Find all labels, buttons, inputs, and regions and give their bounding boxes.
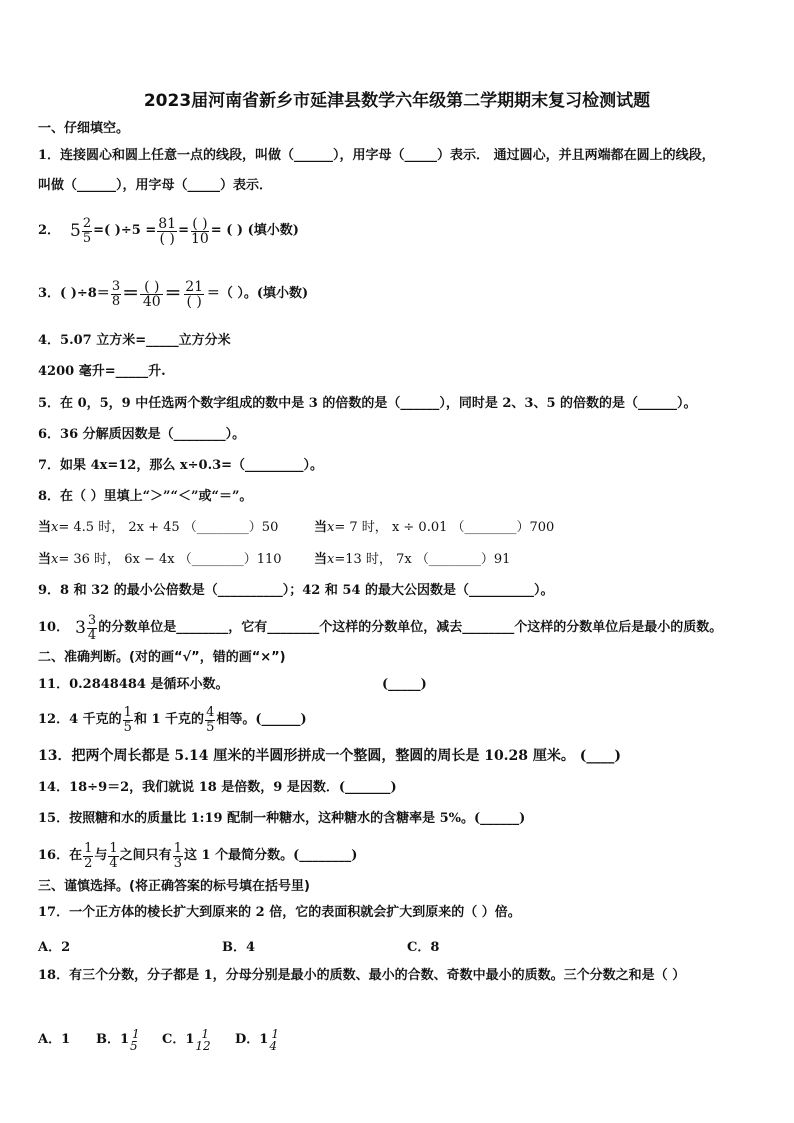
question-number: 2． (38, 223, 61, 238)
question-18: 18．有三个分数，分子都是 1，分母分别是最小的质数、最小的合数、奇数中最小的质数。三个分数之和是（ ） (38, 968, 686, 983)
expression-text: 3．( )÷8＝ (38, 286, 110, 301)
expression-text: = ( ) (填小数) (210, 223, 299, 238)
fraction: $\frac{1}{5}$ (123, 704, 132, 735)
question-7: 7．如果 4x=12，那么 x÷0.3=（_________）。 (38, 458, 324, 473)
fraction: $\frac{( )}{10}$ (190, 215, 209, 247)
question-10: 10． 3 $\frac{3}{4}$ 的分数单位是________，它有________个这样的分数单位，减去________个这样的分数单位后是最小的质数。 (38, 612, 723, 643)
question-9: 9．8 和 32 的最小公倍数是（__________）；42 和 54 的最大公因数是（__________）。 (38, 583, 554, 598)
fraction: $\frac{3}{8}$ (111, 278, 121, 309)
option-a: A．2 (38, 940, 71, 955)
fraction: $\frac{1}{3}$ (173, 840, 182, 871)
fraction: $\frac{21}{( )}$ (185, 278, 204, 310)
section-3-heading: 三、谨慎选择。(将正确答案的标号填在括号里) (38, 879, 310, 894)
question-12: 12．4 千克的 $\frac{1}{5}$ 和 1 千克的 $\frac{4}{5}$ 相等。(______) (38, 704, 307, 735)
question-8-row-2b: 当x=13 时， 7x （________）91 (314, 552, 511, 567)
question-6: 6．36 分解质因数是（________）。 (38, 427, 246, 442)
page-title: 2023届河南省新乡市延津县数学六年级第二学期期末复习检测试题 (143, 91, 651, 111)
question-11-answer-blank: (_____) (382, 677, 427, 692)
question-1-line-2: 叫做（______），用字母（_____）表示． (38, 178, 273, 193)
question-4-line-1: 4．5.07 立方米=_____立方分米 (38, 333, 231, 348)
question-16: 16．在 $\frac{1}{2}$ 与 $\frac{1}{4}$ 之间只有 $\frac{1}{3}$ 这 1 个最简分数。(________) (38, 840, 358, 871)
question-15: 15．按照糖和水的质量比 1:19 配制一种糖水，这种糖水的含糖率是 5%。(______) (38, 811, 526, 826)
equals-sign: ＝ (164, 284, 182, 304)
section-2-heading: 二、准确判断。(对的画“√”，错的画“×”) (38, 650, 286, 665)
question-4-line-2: 4200 毫升=_____升. (38, 364, 166, 379)
expression-text: ＝（ ）。(填小数) (206, 286, 309, 301)
expression-text: =( )÷5 = (93, 223, 157, 238)
mixed-number-integer: 3 (75, 618, 86, 638)
fraction: $\frac{1}{2}$ (84, 840, 93, 871)
question-8: 8．在（ ）里填上“＞”“＜”或“＝”。 (38, 489, 253, 504)
question-11: 11．0.2848484 是循环小数。 (38, 677, 229, 692)
option-c: C．1 1 12 (162, 1027, 211, 1053)
fraction: $\frac{81}{( )}$ (158, 215, 177, 247)
option-b: B．1 1 5 (96, 1027, 140, 1053)
option-b: B．4 (222, 940, 256, 955)
question-5: 5．在 0，5，9 中任选两个数字组成的数中是 3 的倍数的是（______），同时是 2、3、5 的倍数的是（______）。 (38, 396, 697, 411)
mixed-number-integer: 5 (70, 221, 81, 241)
question-8-row-1: 当x= 4.5 时， 2x + 45 （________）50 (38, 520, 279, 535)
question-17: 17．一个正方体的棱长扩大到原来的 2 倍，它的表面积就会扩大到原来的（ ）倍。 (38, 905, 521, 920)
fraction: $\frac{( )}{40}$ (140, 280, 163, 309)
question-8-row-2: 当x= 36 时， 6x − 4x （________）110 (38, 552, 282, 567)
question-1-line-1: 1．连接圆心和圆上任意一点的线段，叫做（______），用字母（_____）表示． 通过圆心，并且两端都在圆上的线段， (38, 148, 715, 163)
fraction: $\frac{1}{4}$ (109, 840, 118, 871)
option-a: A．1 (38, 1032, 71, 1047)
option-d: D．1 1 4 (235, 1027, 279, 1053)
equals-sign: = (178, 223, 189, 238)
question-8-row-1b: 当x= 7 时， x ÷ 0.01 （________）700 (314, 520, 555, 535)
question-14: 14．18÷9＝2，我们就说 18 是倍数，9 是因数．(_______) (38, 780, 397, 795)
fraction: $\frac{3}{4}$ (87, 612, 97, 643)
question-2 (38, 213, 299, 249)
question-13: 13．把两个周长都是 5.14 厘米的半圆形拼成一个整圆，整圆的周长是 10.28 厘米。 (____) (38, 748, 622, 764)
equals-sign: ＝ (122, 284, 140, 304)
fraction: $\frac{4}{5}$ (206, 704, 215, 735)
fraction: $\frac{2}{5}$ (82, 215, 92, 246)
question-3 (38, 275, 308, 313)
section-1-heading: 一、仔细填空。 (38, 121, 130, 136)
option-c: C．8 (407, 940, 440, 955)
